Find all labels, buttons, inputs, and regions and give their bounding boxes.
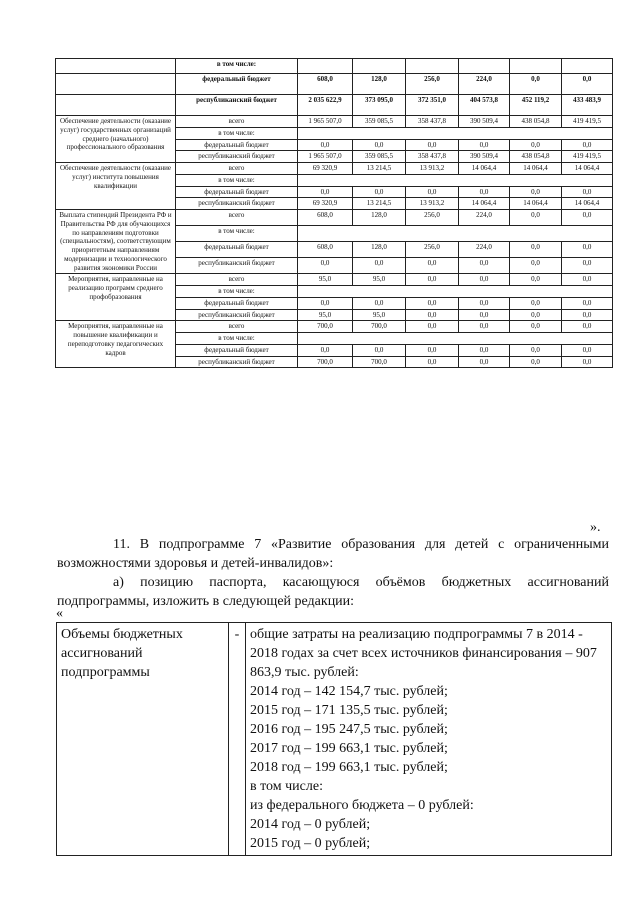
value-cell: 256,0 bbox=[406, 242, 459, 258]
empty-cell bbox=[298, 286, 613, 298]
value-cell: 452 119,2 bbox=[510, 95, 562, 116]
value-cell: 13 913,2 bbox=[406, 163, 459, 175]
value-cell: 608,0 bbox=[298, 242, 353, 258]
value-cell: 14 064,4 bbox=[459, 198, 510, 210]
value-cell: 0,0 bbox=[353, 186, 406, 198]
value-cell: 404 573,8 bbox=[459, 95, 510, 116]
value-cell: 0,0 bbox=[562, 258, 613, 274]
value-cell bbox=[353, 59, 406, 74]
value-cell: 358 437,8 bbox=[406, 116, 459, 128]
table-row bbox=[56, 274, 613, 286]
value-cell bbox=[562, 59, 613, 74]
value-cell: 69 320,9 bbox=[298, 163, 353, 175]
value-cell: 419 419,5 bbox=[562, 116, 613, 128]
value-cell: 0,0 bbox=[562, 309, 613, 321]
value-cell bbox=[298, 59, 353, 74]
value-cell: 14 064,4 bbox=[562, 198, 613, 210]
value-cell: 13 214,5 bbox=[353, 198, 406, 210]
value-cell: 0,0 bbox=[459, 344, 510, 356]
value-cell: 224,0 bbox=[459, 210, 510, 226]
value-cell: 95,0 bbox=[298, 309, 353, 321]
value-cell: 95,0 bbox=[353, 274, 406, 286]
value-cell: 0,0 bbox=[510, 74, 562, 95]
passport-line: 2016 год – 195 247,5 тыс. рублей; bbox=[250, 722, 448, 737]
value-cell: 433 483,9 bbox=[562, 95, 613, 116]
source-cell: всего bbox=[176, 274, 298, 286]
source-cell: федеральный бюджет bbox=[176, 139, 298, 151]
program-cell bbox=[56, 95, 176, 116]
value-cell: 0,0 bbox=[353, 139, 406, 151]
source-cell: республиканский бюджет bbox=[176, 356, 298, 368]
value-cell: 390 509,4 bbox=[459, 151, 510, 163]
table-row bbox=[56, 210, 613, 226]
value-cell: 0,0 bbox=[459, 309, 510, 321]
source-cell: в том числе: bbox=[176, 59, 298, 74]
value-cell: 13 913,2 bbox=[406, 198, 459, 210]
program-cell bbox=[56, 74, 176, 95]
source-cell: федеральный бюджет bbox=[176, 297, 298, 309]
value-cell: 0,0 bbox=[353, 344, 406, 356]
value-cell: 0,0 bbox=[510, 356, 562, 368]
passport-line: 2014 год – 142 154,7 тыс. рублей; bbox=[250, 684, 448, 699]
value-cell: 1 965 507,0 bbox=[298, 151, 353, 163]
value-cell: 0,0 bbox=[298, 297, 353, 309]
value-cell: 0,0 bbox=[406, 186, 459, 198]
value-cell: 0,0 bbox=[562, 186, 613, 198]
value-cell: 438 054,8 bbox=[510, 116, 562, 128]
program-name-cell: Обеспечение деятельности (оказание услуг) государственных организаций среднего (начального) профессионального образования bbox=[56, 116, 176, 163]
value-cell: 95,0 bbox=[353, 309, 406, 321]
budget-table bbox=[55, 58, 613, 368]
value-cell: 0,0 bbox=[562, 297, 613, 309]
value-cell: 14 064,4 bbox=[510, 163, 562, 175]
value-cell: 256,0 bbox=[406, 74, 459, 95]
value-cell: 0,0 bbox=[562, 139, 613, 151]
empty-cell bbox=[298, 226, 613, 242]
value-cell: 0,0 bbox=[510, 186, 562, 198]
closing-quote: ». bbox=[590, 520, 601, 535]
value-cell bbox=[510, 59, 562, 74]
value-cell: 0,0 bbox=[298, 186, 353, 198]
value-cell: 0,0 bbox=[562, 321, 613, 333]
value-cell: 0,0 bbox=[510, 274, 562, 286]
program-name-cell: Обеспечение деятельности (оказание услуг) институтa повышения квалификации bbox=[56, 163, 176, 210]
value-cell: 0,0 bbox=[353, 258, 406, 274]
value-cell: 0,0 bbox=[459, 356, 510, 368]
value-cell: 0,0 bbox=[406, 309, 459, 321]
value-cell: 0,0 bbox=[510, 242, 562, 258]
value-cell: 14 064,4 bbox=[510, 198, 562, 210]
source-cell: федеральный бюджет bbox=[176, 242, 298, 258]
value-cell: 0,0 bbox=[459, 186, 510, 198]
value-cell: 0,0 bbox=[459, 321, 510, 333]
value-cell: 700,0 bbox=[298, 321, 353, 333]
source-cell: в том числе: bbox=[176, 174, 298, 186]
value-cell: 700,0 bbox=[353, 356, 406, 368]
passport-line: 2018 год – 199 663,1 тыс. рублей; bbox=[250, 760, 448, 775]
value-cell: 128,0 bbox=[353, 74, 406, 95]
value-cell: 0,0 bbox=[459, 297, 510, 309]
value-cell: 0,0 bbox=[510, 321, 562, 333]
value-cell: 0,0 bbox=[562, 356, 613, 368]
table-row bbox=[56, 59, 613, 74]
source-cell: в том числе: bbox=[176, 333, 298, 345]
value-cell: 0,0 bbox=[298, 139, 353, 151]
passport-line: 2014 год – 0 рублей; bbox=[250, 817, 371, 832]
value-cell: 14 064,4 bbox=[459, 163, 510, 175]
passport-content bbox=[246, 623, 612, 856]
source-cell: республиканский бюджет bbox=[176, 151, 298, 163]
source-cell: всего bbox=[176, 321, 298, 333]
passport-label: Объемы бюджетных ассигнований подпрограммы bbox=[57, 623, 229, 856]
passport-row bbox=[57, 623, 612, 856]
value-cell: 224,0 bbox=[459, 74, 510, 95]
value-cell bbox=[459, 59, 510, 74]
program-name-cell: Выплата стипендий Президента РФ и Правительства РФ для обучающихся по направлениям подготовки (специальностям), соответствующим приоритетным направлениям модернизации и технологического развития экономики России bbox=[56, 210, 176, 274]
source-cell: всего bbox=[176, 116, 298, 128]
value-cell: 0,0 bbox=[406, 297, 459, 309]
value-cell: 0,0 bbox=[510, 210, 562, 226]
program-name-cell: Мероприятия, направленные на реализацию программ среднего профобразования bbox=[56, 274, 176, 321]
value-cell: 13 214,5 bbox=[353, 163, 406, 175]
empty-cell bbox=[298, 333, 613, 345]
source-cell: в том числе: bbox=[176, 127, 298, 139]
source-cell: в том числе: bbox=[176, 226, 298, 242]
value-cell: 0,0 bbox=[459, 139, 510, 151]
opening-quote: « bbox=[56, 606, 63, 621]
value-cell: 95,0 bbox=[298, 274, 353, 286]
value-cell: 0,0 bbox=[353, 297, 406, 309]
passport-separator: - bbox=[229, 623, 246, 856]
source-cell: республиканский бюджет bbox=[176, 258, 298, 274]
empty-cell bbox=[298, 127, 613, 139]
value-cell: 0,0 bbox=[406, 356, 459, 368]
passport-table bbox=[56, 622, 612, 856]
value-cell: 359 085,5 bbox=[353, 151, 406, 163]
table-row bbox=[56, 163, 613, 175]
empty-cell bbox=[298, 174, 613, 186]
source-cell: в том числе: bbox=[176, 286, 298, 298]
value-cell: 0,0 bbox=[406, 274, 459, 286]
value-cell: 69 320,9 bbox=[298, 198, 353, 210]
value-cell: 358 437,8 bbox=[406, 151, 459, 163]
passport-line: из федерального бюджета – 0 рублей: bbox=[250, 798, 474, 813]
passport-line: 2017 год – 199 663,1 тыс. рублей; bbox=[250, 741, 448, 756]
value-cell: 390 509,4 bbox=[459, 116, 510, 128]
source-cell: федеральный бюджет bbox=[176, 74, 298, 95]
program-name-cell: Мероприятия, направленные на повышение квалификации и переподготовку педагогических кадров bbox=[56, 321, 176, 368]
value-cell: 419 419,5 bbox=[562, 151, 613, 163]
source-cell: федеральный бюджет bbox=[176, 186, 298, 198]
source-cell: всего bbox=[176, 210, 298, 226]
value-cell: 128,0 bbox=[353, 242, 406, 258]
source-cell: республиканский бюджет bbox=[176, 309, 298, 321]
value-cell: 700,0 bbox=[353, 321, 406, 333]
value-cell: 2 035 622,9 bbox=[298, 95, 353, 116]
passport-line: общие затраты на реализацию подпрограммы 7 в 2014 - 2018 годах за счет всех источников финансирования – 907 863,9 тыс. рублей: bbox=[250, 627, 597, 680]
value-cell: 0,0 bbox=[510, 258, 562, 274]
value-cell: 438 054,8 bbox=[510, 151, 562, 163]
value-cell: 0,0 bbox=[406, 258, 459, 274]
program-cell bbox=[56, 59, 176, 74]
value-cell: 0,0 bbox=[406, 321, 459, 333]
passport-line: 2015 год – 0 рублей; bbox=[250, 836, 371, 851]
value-cell: 700,0 bbox=[298, 356, 353, 368]
value-cell: 359 085,5 bbox=[353, 116, 406, 128]
table-row bbox=[56, 74, 613, 95]
source-cell: всего bbox=[176, 163, 298, 175]
passport-line: в том числе: bbox=[250, 779, 323, 794]
value-cell: 0,0 bbox=[298, 258, 353, 274]
table-row bbox=[56, 116, 613, 128]
value-cell: 1 965 507,0 bbox=[298, 116, 353, 128]
value-cell: 0,0 bbox=[298, 344, 353, 356]
value-cell: 372 351,0 bbox=[406, 95, 459, 116]
source-cell: республиканский бюджет bbox=[176, 95, 298, 116]
value-cell: 0,0 bbox=[510, 344, 562, 356]
value-cell: 0,0 bbox=[406, 139, 459, 151]
value-cell: 0,0 bbox=[459, 258, 510, 274]
value-cell: 0,0 bbox=[406, 344, 459, 356]
table-row bbox=[56, 321, 613, 333]
value-cell: 0,0 bbox=[562, 344, 613, 356]
paragraph-11: 11. В подпрограмме 7 «Развитие образования для детей с ограниченными возможностями здоровья и детей-инвалидов»: bbox=[57, 537, 609, 571]
value-cell: 224,0 bbox=[459, 242, 510, 258]
value-cell: 0,0 bbox=[562, 242, 613, 258]
source-cell: республиканский бюджет bbox=[176, 198, 298, 210]
value-cell: 128,0 bbox=[353, 210, 406, 226]
value-cell: 0,0 bbox=[562, 210, 613, 226]
value-cell: 373 095,0 bbox=[353, 95, 406, 116]
value-cell: 256,0 bbox=[406, 210, 459, 226]
table-row bbox=[56, 95, 613, 116]
value-cell: 608,0 bbox=[298, 74, 353, 95]
value-cell: 0,0 bbox=[510, 309, 562, 321]
value-cell: 0,0 bbox=[459, 274, 510, 286]
value-cell: 608,0 bbox=[298, 210, 353, 226]
value-cell: 0,0 bbox=[562, 274, 613, 286]
value-cell: 0,0 bbox=[562, 74, 613, 95]
paragraph-a: а) позицию паспорта, касающуюся объёмов бюджетных ассигнований подпрограммы, изложить в следующей редакции: bbox=[57, 575, 609, 609]
value-cell: 14 064,4 bbox=[562, 163, 613, 175]
value-cell: 0,0 bbox=[510, 139, 562, 151]
value-cell bbox=[406, 59, 459, 74]
value-cell: 0,0 bbox=[510, 297, 562, 309]
source-cell: федеральный бюджет bbox=[176, 344, 298, 356]
passport-line: 2015 год – 171 135,5 тыс. рублей; bbox=[250, 703, 448, 718]
